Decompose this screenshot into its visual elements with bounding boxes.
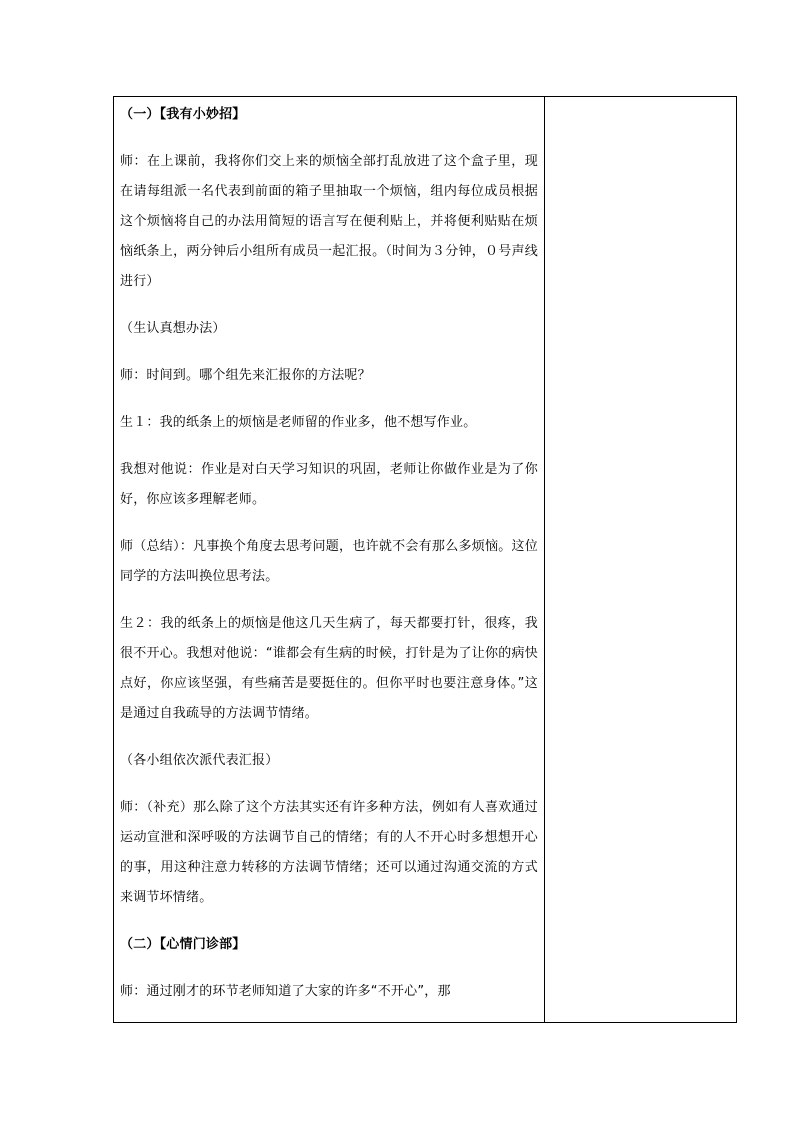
group-report-note: （各小组依次派代表汇报） [120,753,279,768]
lesson-plan-table [113,96,737,1023]
section-heading-clinic: （二）【心情门诊部】 [120,937,246,952]
teacher-transition-paragraph: 师：通过刚才的环节老师知道了大家的许多“不开心”，那 [120,984,451,999]
teacher-instruction-paragraph: 师：在上课前，我将你们交上来的烦恼全部打乱放进了这个盒子里，现在请每组派一名代表到前面的箱子里抽取一个烦恼，组内每位成员根据这个烦恼将自己的办法用简短的语言写在便利贴上，并将便利贴贴在烦恼纸条上，两分钟后小组所有成员一起汇报。（时间为３分钟，０号声线进行） [120,154,538,289]
teacher-summary-paragraph: 师（总结）：凡事换个角度去思考问题，也许就不会有那么多烦恼。这位同学的方法叫换位思考法。 [120,539,538,584]
student-1-reply-paragraph: 我想对他说：作业是对白天学习知识的巩固，老师让你做作业是为了你好，你应该多理解老师。 [120,462,538,507]
notes-cell [545,97,736,1022]
student-2-paragraph: 生２：我的纸条上的烦恼是他这几天生病了，每天都要打针，很疼，我很不开心。我想对他说：“谁都会有生病的时候，打针是为了让你的病快点好，你应该坚强，有些痛苦是要挺住的。但你平时也要注意身体。”这是通过自我疏导的方法调节情绪。 [120,616,538,721]
student-1-paragraph: 生１：我的纸条上的烦恼是老师留的作业多，他不想写作业。 [120,415,477,430]
teacher-supplement-paragraph: 师：（补充）那么除了这个方法其实还有许多种方法，例如有人喜欢通过运动宣泄和深呼吸的方法调节自己的情绪；有的人不开心时多想想开心的事，用这种注意力转移的方法调节情绪；还可以通过沟通交流的方式来调节坏情绪。 [120,800,538,905]
teacher-question-paragraph: 师：时间到。哪个组先来汇报你的方法呢？ [120,368,371,383]
student-activity-note: （生认真想办法） [120,321,226,336]
section-heading-tips: （一）【我有小妙招】 [120,107,246,122]
lesson-content-cell [114,97,545,1022]
